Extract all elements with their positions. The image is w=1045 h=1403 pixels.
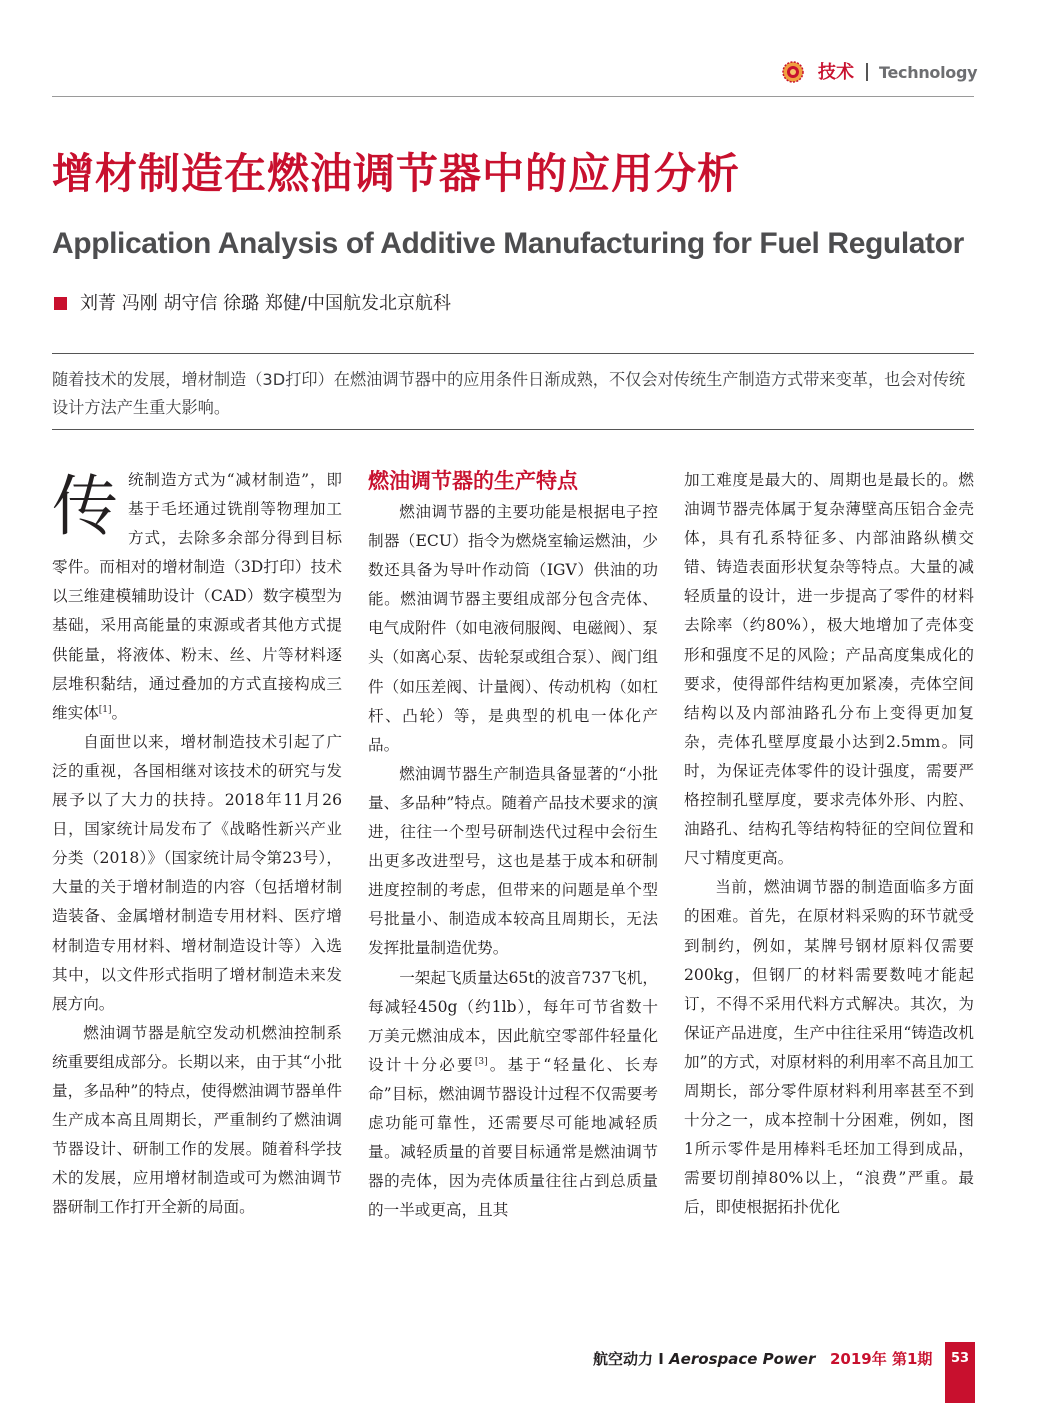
- article-abstract: 随着技术的发展，增材制造（3D打印）在燃油调节器中的应用条件日渐成熟，不仅会对传统生产制造方式带来变革，也会对传统设计方法产生重大影响。: [52, 370, 966, 417]
- paragraph: 燃油调节器是航空发动机燃油控制系统重要组成部分。长期以来，由于其“小批量，多品种”的特点，使得燃油调节器单件生产成本高且周期长，严重制约了燃油调节器设计、研制工作的发展。随着科学技术的发展，应用增材制造或可为燃油调节器研制工作打开全新的局面。: [52, 1023, 342, 1217]
- paragraph: 燃油调节器生产制造具备显著的“小批量、多品种”特点。随着产品技术要求的演进，往往一个型号研制迭代过程中会衍生出更多改进型号，这也是基于成本和研制进度控制的考虑，但带来的问题是单个型号批量小、制造成本较高且周期长，无法发挥批量制造优势。: [368, 764, 658, 958]
- citation-ref: [1]: [98, 704, 112, 715]
- article-title-en: Application Analysis of Additive Manufacturing for Fuel Regulator: [52, 227, 964, 260]
- section-heading: 燃油调节器的生产特点: [368, 469, 578, 493]
- journal-name: 航空动力 I Aerospace Power: [593, 1350, 816, 1368]
- paragraph: 当前，燃油调节器的制造面临多方面的困难。首先，在原材料采购的环节就受到制约，例如，某牌号钢材原料仅需要200kg，但钢厂的材料需要数吨才能起订，不得不采用代料方式解决。其次，为保证产品进度，生产中往往采用“铸造改机加”的方式，对原材料的利用率不高且加工周期长，部分零件原材料利用率甚至不到十分之一，成本控制十分困难，例如，图1所示零件是用棒料毛坯加工得到成品，需要切削掉80%以上，“浪费”严重。最后，即使根据拓扑优化: [684, 878, 974, 1217]
- header-rule: [52, 96, 974, 97]
- article-title-cn: 增材制造在燃油调节器中的应用分析: [52, 149, 741, 198]
- abstract-top-rule: [52, 353, 974, 354]
- section-label-en: Technology: [879, 63, 978, 82]
- page-number: 53: [945, 1342, 975, 1403]
- citation-ref: [3]: [474, 1056, 488, 1067]
- author-marker: [54, 297, 67, 310]
- paragraph: 一架起飞质量达65t的波音737飞机，每减轻450g（约1lb），每年可节省数十万美元燃油成本，因此航空零部件轻量化设计十分必要[3]。基于“轻量化、长寿命”目标，燃油调节器设计过程不仅需要考虑功能可靠性，还需要尽可能地减轻质量。减轻质量的首要目标通常是燃油调节器的壳体，因为壳体质量往往占到总质量的一半或更高，且其: [368, 968, 658, 1220]
- text-column-3: [684, 466, 974, 1222]
- abstract-bottom-rule: [52, 429, 974, 430]
- paragraph: 加工难度是最大的、周期也是最长的。燃油调节器壳体属于复杂薄壁高压铝合金壳体，具有孔系特征多、内部油路纵横交错、铸造表面形状复杂等特点。大量的减轻质量的设计，进一步提高了零件的材料去除率（约80%），极大地增加了壳体变形和强度不足的风险；产品高度集成化的要求，使得部件结构更加紧凑，壳体空间结构以及内部油路孔分布上变得更加复杂，壳体孔壁厚度最小达到2.5mm。同时，为保证壳体零件的设计强度，需要严格控制孔壁厚度，要求壳体外形、内腔、油路孔、结构孔等结构特征的空间位置和尺寸精度更高。: [684, 471, 974, 868]
- paragraph: 自面世以来，增材制造技术引起了广泛的重视，各国相继对该技术的研究与发展予以了大力的扶持。2018年11月26日，国家统计局发布了《战略性新兴产业分类（2018）》（国家统计局令第23号），大量的关于增材制造的内容（包括增材制造装备、金属增材制造专用材料、医疗增材制造专用材料、增材制造设计等）入选其中，以文件形式指明了增材制造未来发展方向。: [52, 732, 342, 1013]
- text-column-1: [52, 466, 342, 1222]
- issue-label: 2019年 第1期: [830, 1350, 933, 1368]
- section-label-cn: 技术: [818, 62, 854, 83]
- drop-cap: 传: [52, 468, 118, 545]
- paragraph: 统制造方式为“减材制造”，即基于毛坯通过铣削等物理加工方式，去除多余部分得到目标零件。而相对的增材制造（3D打印）技术以三维建模辅助设计（CAD）数字模型为基础，采用高能量的束源或者其他方式提供能量，将液体、粉末、丝、片等材料逐层堆积黏结，通过叠加的方式直接构成三维实体[1]。: [52, 471, 342, 722]
- text-column-2: [368, 466, 658, 1225]
- gear-emblem-icon: [782, 61, 804, 83]
- article-authors: 刘菁 冯刚 胡守信 徐璐 郑健/中国航发北京航科: [80, 293, 451, 314]
- header-separator: [866, 63, 868, 81]
- paragraph: 燃油调节器的主要功能是根据电子控制器（ECU）指令为燃烧室输运燃油，少数还具备为导叶作动筒（IGV）供油的功能。燃油调节器主要组成部分包含壳体、电气成附件（如电液伺服阀、电磁阀）、泵头（如离心泵、齿轮泵或组合泵）、阀门组件（如压差阀、计量阀）、传动机构（如杠杆、凸轮）等，是典型的机电一体化产品。: [368, 503, 658, 754]
